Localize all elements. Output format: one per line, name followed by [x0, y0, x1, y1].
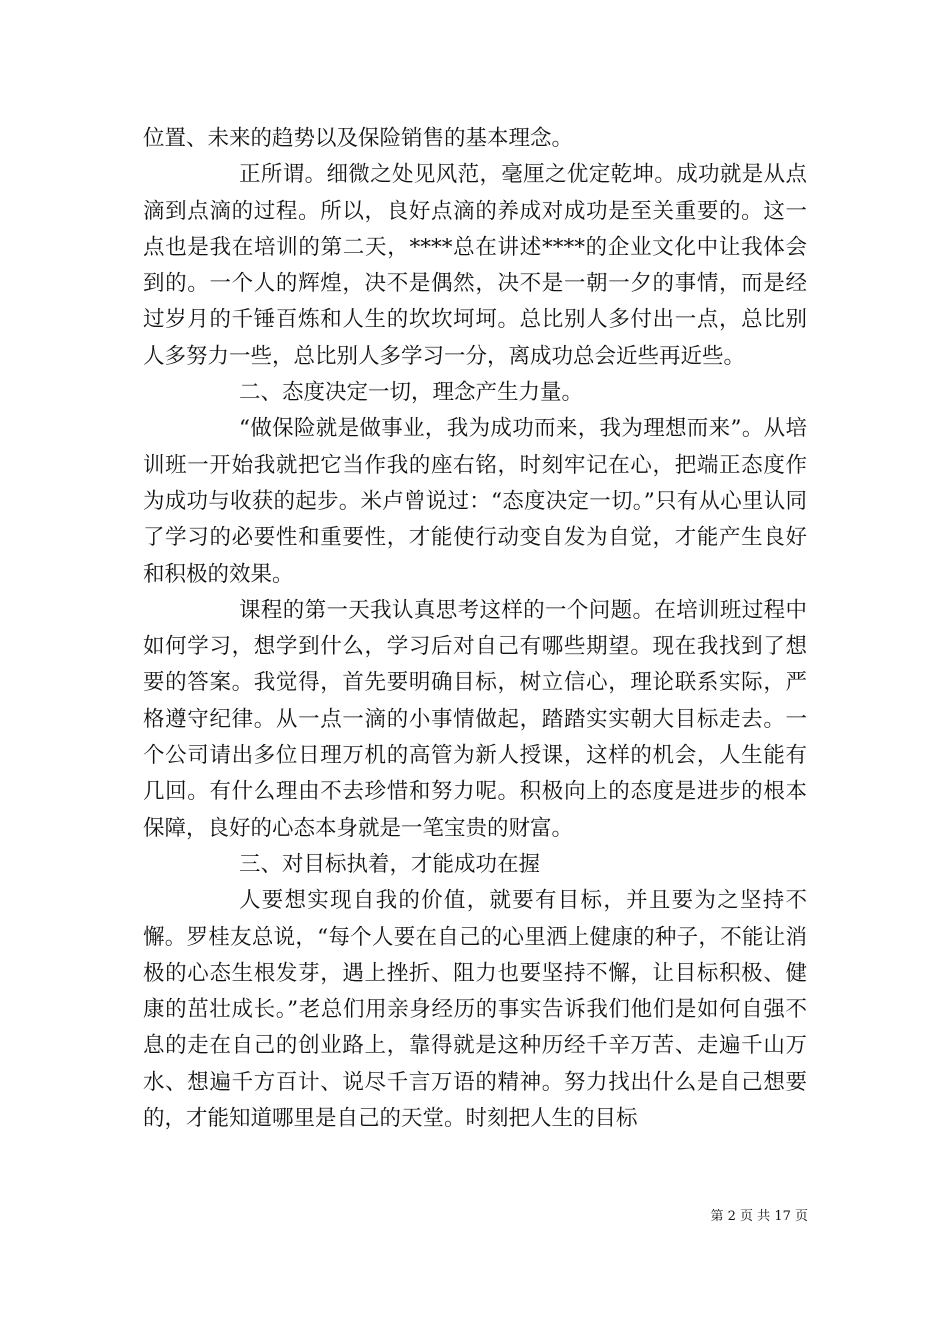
page-number-footer: 第 2 页 共 17 页 — [710, 1209, 808, 1224]
paragraph-details: 正所谓。细微之处见风范，毫厘之优定乾坤。成功就是从点滴到点滴的过程。所以，良好点滴的养成对成功是至关重要的。这一点也是我在培训的第二天，****总在讲述****的企业文化中让我体会到的。一个人的辉煌，决不是偶然，决不是一朝一夕的事情，而是经过岁月的千锤百炼和人生的坎坎坷坷。总比别人多付出一点，总比别人多努力一些，总比别人多学习一分，离成功总会近些再近些。 — [143, 162, 807, 369]
paragraph-first-day: 课程的第一天我认真思考这样的一个问题。在培训班过程中如何学习，想学到什么，学习后对自己有哪些期望。现在我找到了想要的答案。我觉得，首先要明确目标，树立信心，理论联系实际，严格遵守纪律。从一点一滴的小事情做起，踏踏实实朝大目标走去。一个公司请出多位日理万机的高管为新人授课，这样的机会，人生能有几回。有什么理由不去珍惜和努力呢。积极向上的态度是进步的根本保障，良好的心态本身就是一笔宝贵的财富。 — [143, 597, 807, 841]
paragraph-self-value: 人要想实现自我的价值，就要有目标，并且要为之坚持不懈。罗桂友总说，“每个人要在自己的心里洒上健康的种子，不能让消极的心态生根发芽，遇上挫折、阻力也要坚持不懈，让目标积极、健康的茁壮成长。”老总们用亲身经历的事实告诉我们他们是如何自强不息的走在自己的创业路上，靠得就是这种历经千辛万苦、走遍千山万水、想遍千方百计、说尽千言万语的精神。努力找出什么是自己想要的，才能知道哪里是自己的天堂。时刻把人生的目标 — [143, 888, 807, 1132]
body-text — [143, 121, 807, 1137]
paragraph-continuation: 位置、未来的趋势以及保险销售的基本理念。 — [143, 126, 574, 151]
section-heading-attitude: 二、态度决定一切，理念产生力量。 — [239, 380, 584, 406]
paragraph-motto: “做保险就是做事业，我为成功而来，我为理想而来”。从培训班一开始我就把它当作我的座右铭，时刻牢记在心，把端正态度作为成功与收获的起步。米卢曾说过：“态度决定一切。”只有从心里认同了学习的必要性和重要性，才能使行动变自发为自觉，才能产生良好和积极的效果。 — [143, 416, 807, 587]
section-heading-goals: 三、对目标执着，才能成功在握 — [239, 851, 541, 877]
